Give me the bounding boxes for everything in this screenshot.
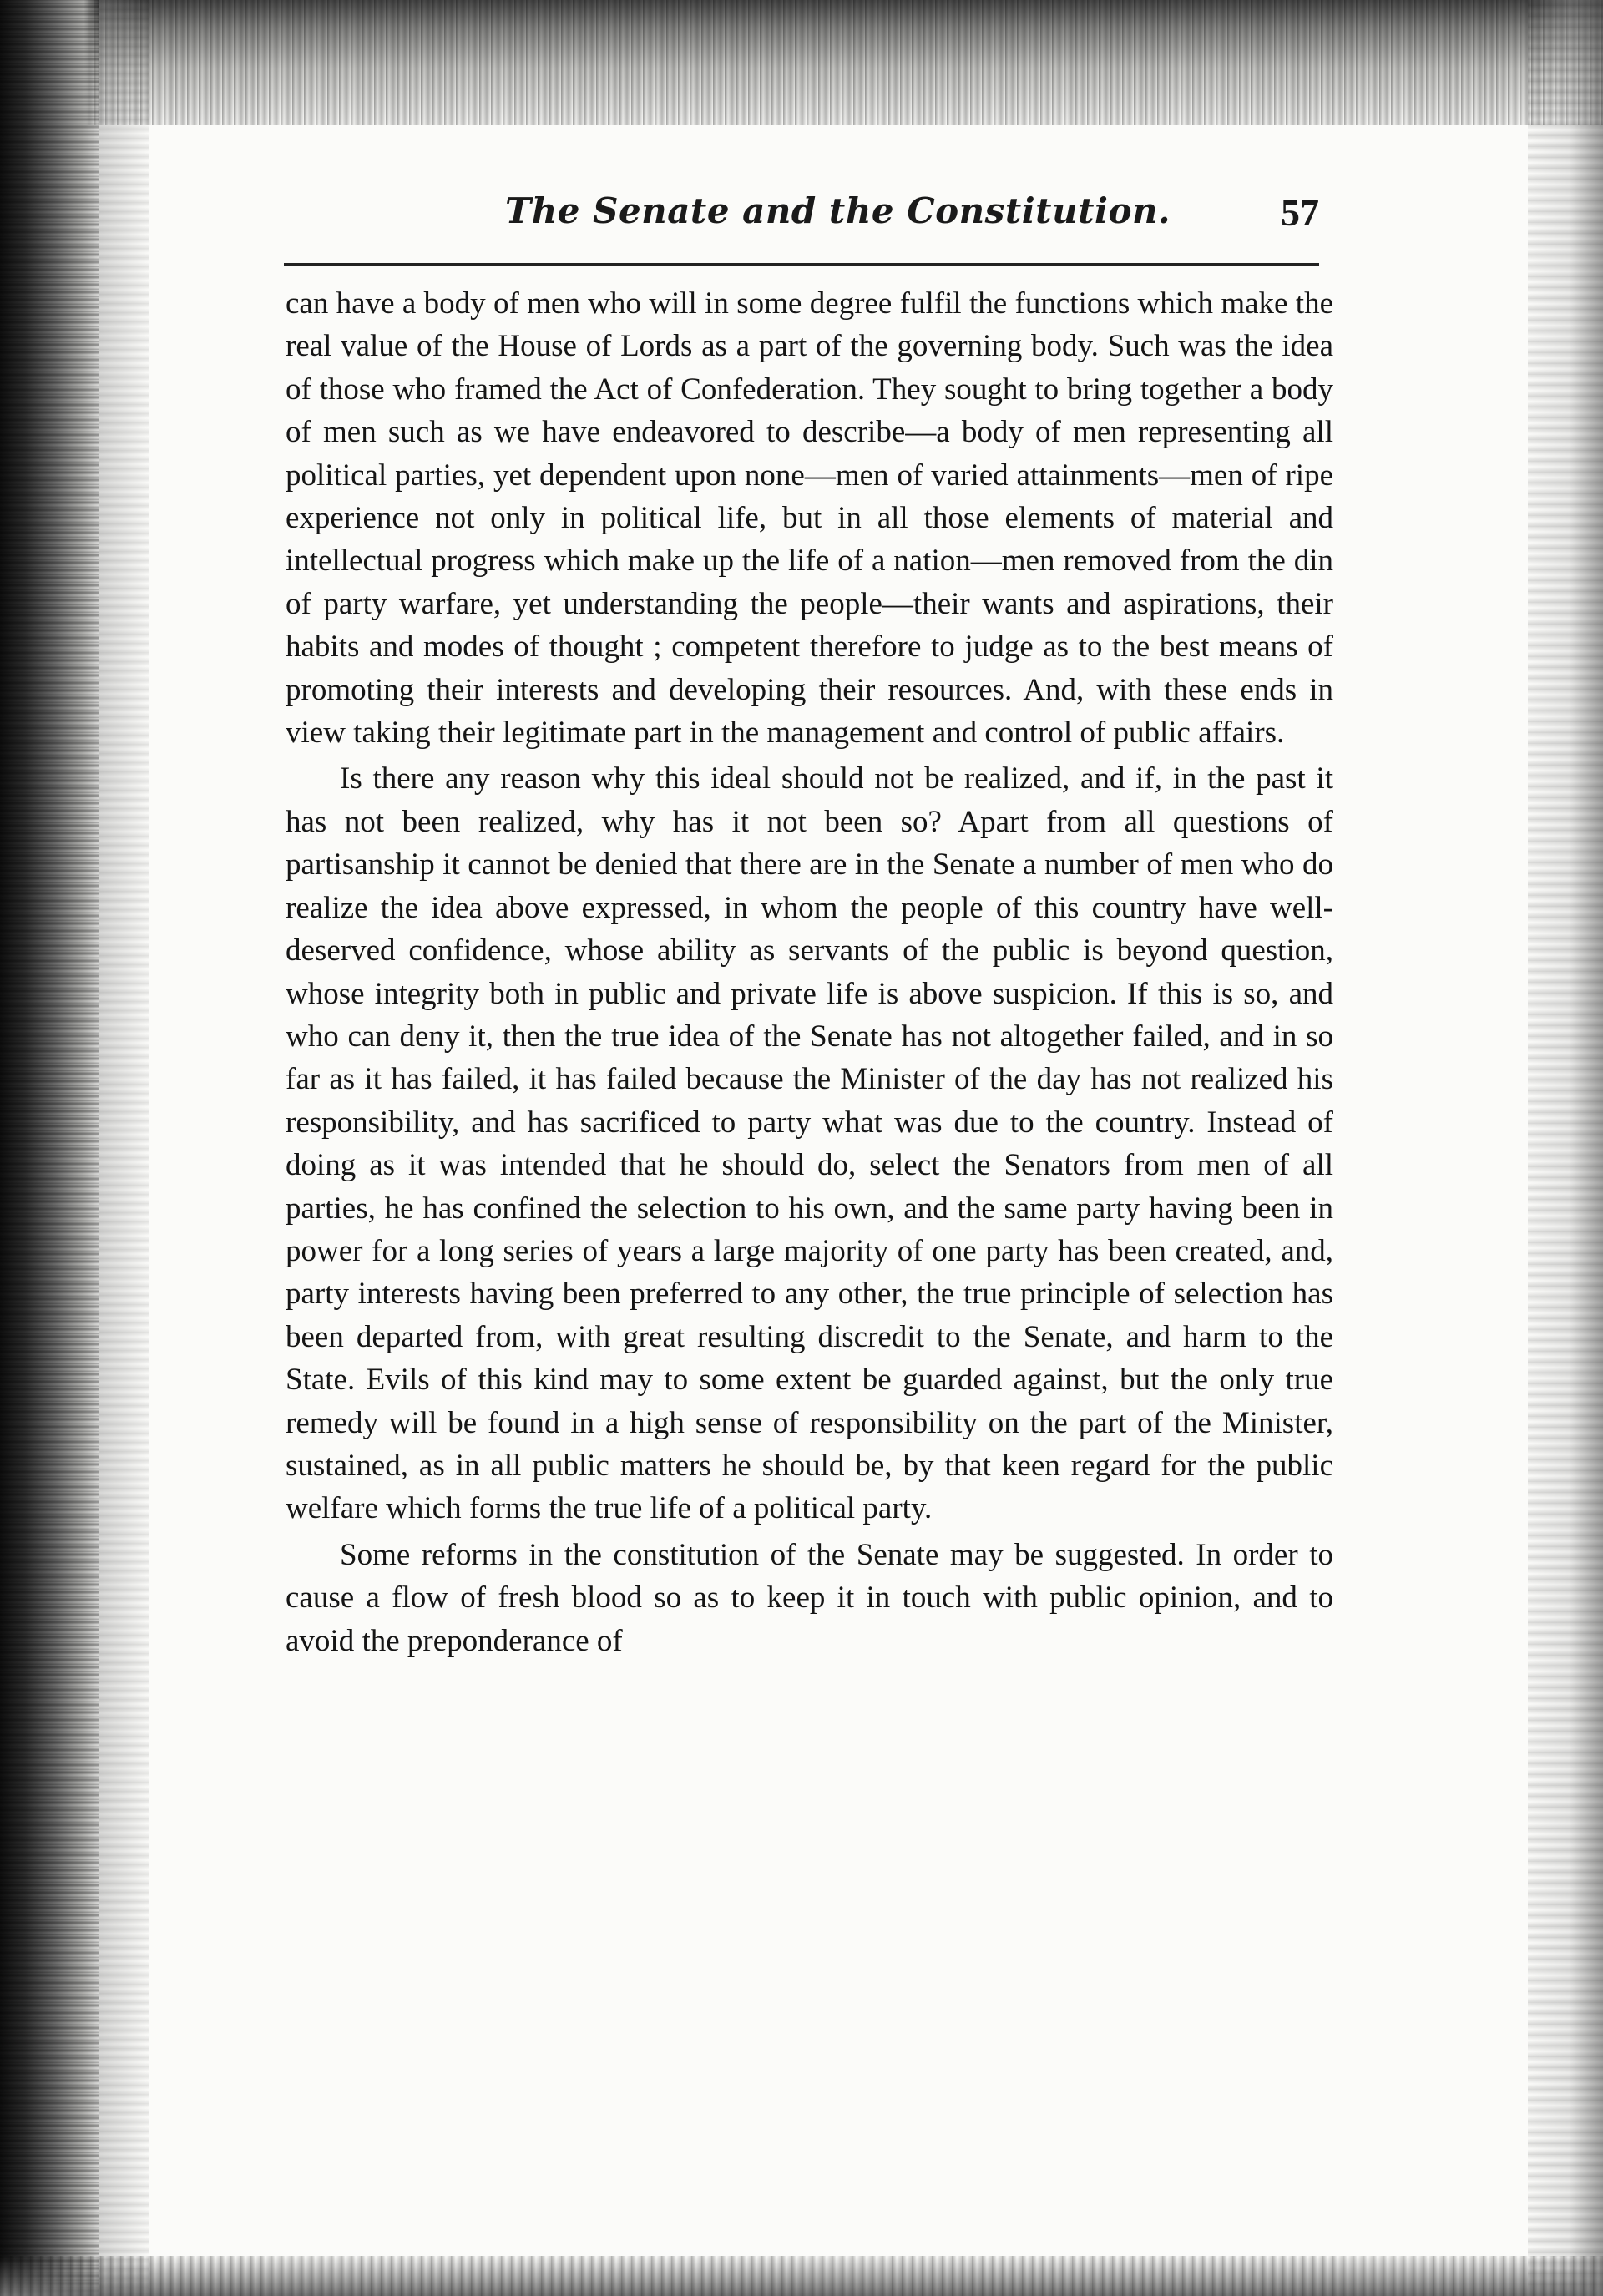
- running-title: The Senate and the Constitution.: [505, 190, 1171, 231]
- scan-border-left: [0, 0, 99, 2296]
- paragraph: Some reforms in the constitution of the Senate may be suggested. In order to cause a flow of fresh blood so as to keep it in touch with public opinion, and to avoid the preponderance of: [286, 1537, 1333, 1658]
- paragraph-continued: can have a body of men who will in some degree fulfil the functions which make the real value of the House of Lords as a part of the governing body. Such was the idea of those who framed the Act of Confederation. They sought to bring together a body of men such as we have endeavored to describe—a body of men representing all political parties, yet dependent upon none—men of varied attainments—men of ripe experience not only in political life, but in all those elements of material and intellectual progress which make up the life of a nation—men removed from the din of party warfare, yet understanding the people—their wants and aspirations, their habits and modes of thought ; competent therefore to judge as to the best means of promoting their interests and developing their resources. And, with these ends in view taking their legitimate part in the management and control of public affairs.: [286, 286, 1333, 751]
- scan-border-bottom: [0, 2256, 1603, 2296]
- body-text: [286, 282, 1333, 1662]
- page-number: 57: [1281, 191, 1319, 234]
- scan-border-right: [1528, 0, 1603, 2296]
- scan-border-left-shadow: [99, 0, 149, 2296]
- scan-border-top: [0, 0, 1603, 125]
- header-rule: [284, 263, 1319, 266]
- paragraph: Is there any reason why this ideal should not be realized, and if, in the past it has not been realized, why has it not been so? Apart from all questions of partisanship it cannot be denied that there are in the Senate a number of men who do realize the idea above expressed, in whom the people of this country have well-deserved confidence, whose ability as servants of the public is beyond question, whose integrity both in public and private life is above suspicion. If this is so, and who can deny it, then the true idea of the Senate has not altogether failed, and in so far as it has failed, it has failed because the Minister of the day has not realized his responsibility, and has sacrificed to party what was due to the country. Instead of doing as it was intended that he should do, select the Senators from men of all parties, he has confined the selection to his own, and the same party having been in power for a long series of years a large majority of one party has been created, and, party interests having been preferred to any other, the true principle of selection has been departed from, with great resulting discredit to the Senate, and harm to the State. Evils of this kind may to some extent be guarded against, but the only true remedy will be found in a high sense of responsibility on the part of the Minister, sustained, as in all public matters he should be, by that keen regard for the public welfare which forms the true life of a political party.: [286, 761, 1333, 1526]
- page-header: [284, 190, 1336, 249]
